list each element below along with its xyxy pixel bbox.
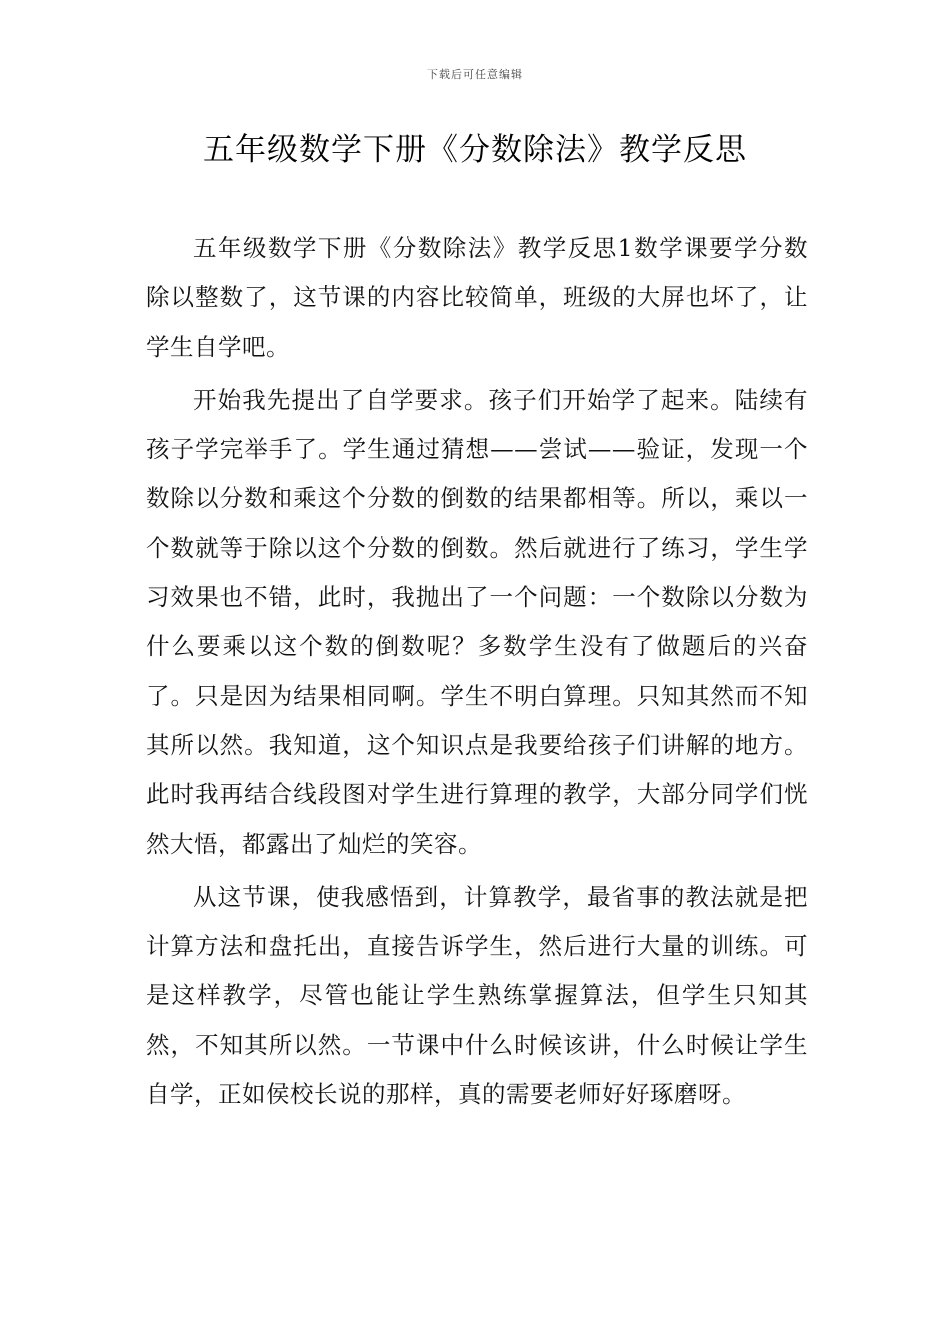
document-body — [146, 224, 808, 1123]
paragraph-intro: 五年级数学下册《分数除法》教学反思1数学课要学分数除以整数了，这节课的内容比较简单，班级的大屏也坏了，让学生自学吧。 — [146, 234, 808, 361]
paragraph-lesson-process: 开始我先提出了自学要求。孩子们开始学了起来。陆续有孩子学完举手了。学生通过猜想——尝试——验证，发现一个数除以分数和乘这个分数的倒数的结果都相等。所以，乘以一个数就等于除以这个分数的倒数。然后就进行了练习，学生学习效果也不错，此时，我抛出了一个问题：一个数除以分数为什么要乘以这个数的倒数呢？多数学生没有了做题后的兴奋了。只是因为结果相同啊。学生不明白算理。只知其然而不知其所以然。我知道，这个知识点是我要给孩子们讲解的地方。此时我再结合线段图对学生进行算理的教学，大部分同学们恍然大悟，都露出了灿烂的笑容。 — [146, 385, 808, 858]
document-title: 五年级数学下册《分数除法》教学反思 — [203, 132, 747, 168]
paragraph-reflection: 从这节课，使我感悟到，计算教学，最省事的教法就是把计算方法和盘托出，直接告诉学生，然后进行大量的训练。可是这样教学，尽管也能让学生熟练掌握算法，但学生只知其然，不知其所以然。一节课中什么时候该讲，什么时候让学生自学，正如侯校长说的那样，真的需要老师好好琢磨呀。 — [146, 882, 808, 1109]
header-note: 下载后可任意编辑 — [427, 68, 523, 81]
